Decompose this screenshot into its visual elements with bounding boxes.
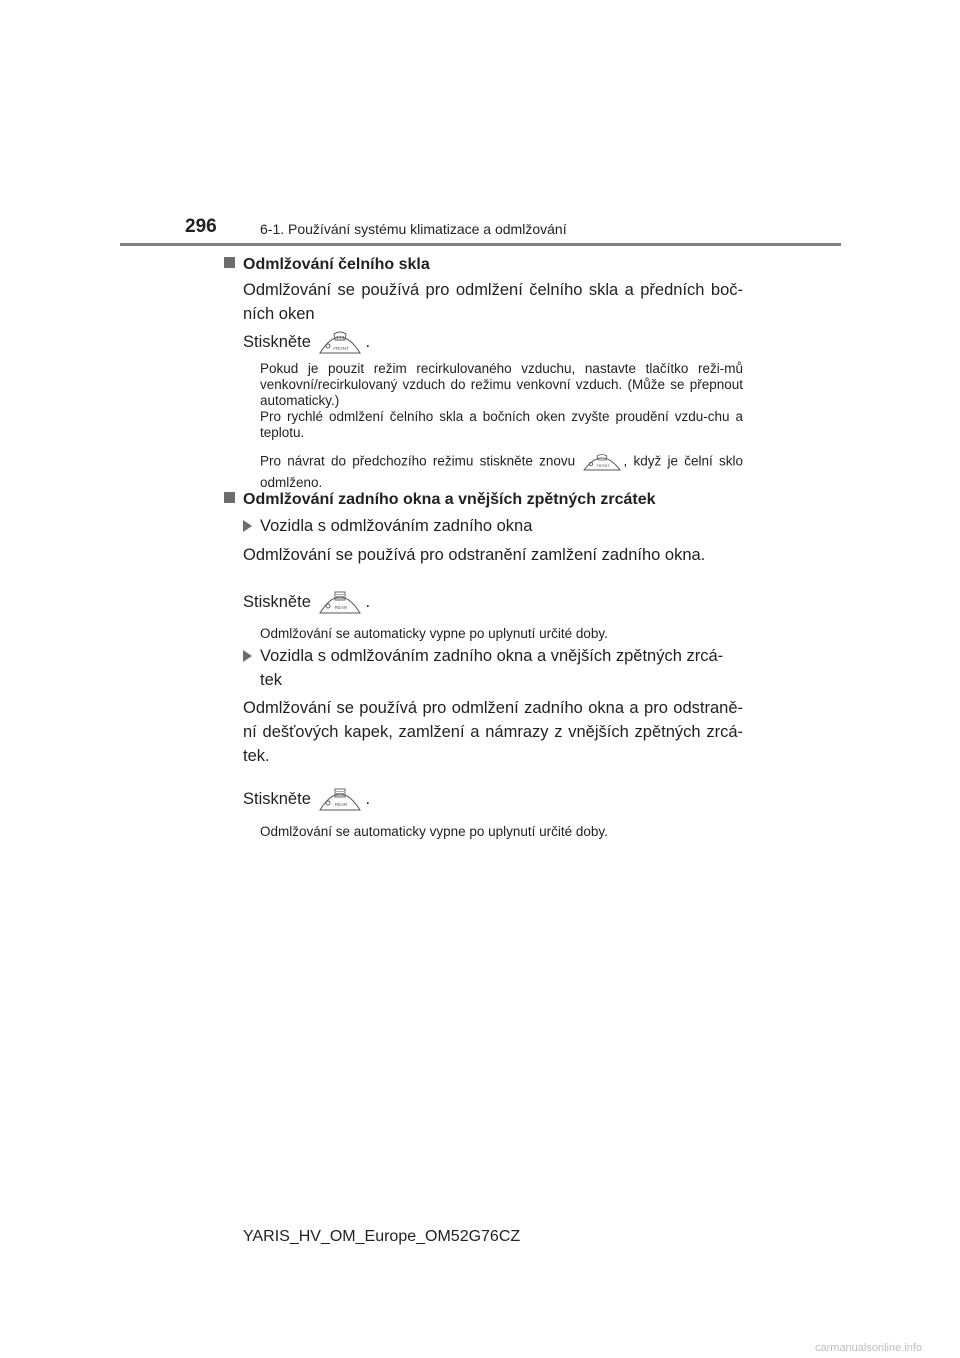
svg-text:REAR: REAR — [335, 605, 348, 610]
rear-mirrors-description: Odmlžování se používá pro odmlžení zadního okna a pro odstraně-ní dešťových kapek, zamlžení a námrazy z vnějších zpětných zrcá-tek. — [243, 699, 743, 765]
windshield-description: Odmlžování se používá pro odmlžení čelního skla a předních boč-ních oken — [243, 281, 743, 323]
header-divider — [120, 243, 841, 246]
square-bullet-icon — [224, 257, 235, 268]
square-bullet-icon — [224, 492, 235, 503]
document-id: YARIS_HV_OM_Europe_OM52G76CZ — [243, 1228, 521, 1245]
section-title: 6-1. Používání systému klimatizace a odmlžování — [260, 221, 567, 237]
windshield-press-line: Stiskněte FRONT . — [243, 325, 370, 360]
watermark: carmanualsonline.info — [815, 1342, 923, 1354]
rear-mirrors-note-auto-off: Odmlžování se automaticky vypne po uplynutí určité doby. — [260, 824, 608, 839]
svg-text:FRONT: FRONT — [596, 464, 610, 468]
page-number: 296 — [185, 216, 217, 237]
rear-window-description: Odmlžování se používá pro odstranění zamlžení zadního okna. — [243, 546, 706, 564]
rear-mirrors-press-line: Stiskněte REAR . — [243, 782, 370, 817]
front-defogger-button-icon — [317, 325, 363, 360]
svg-text:REAR: REAR — [335, 802, 348, 807]
subheading-rear-window-mirrors: Vozidla s odmlžováním zadního okna a vnějších zpětných zrcá- tek — [243, 644, 743, 692]
triangle-bullet-icon — [243, 650, 252, 662]
rear-defogger-button-icon — [317, 782, 363, 817]
windshield-note-return: Pro návrat do předchozího režimu stiskněte znovu FRONT , když je čelní sklo odmlženo. — [260, 449, 743, 491]
triangle-bullet-icon — [243, 520, 252, 532]
front-defogger-button-icon — [581, 449, 623, 475]
windshield-note-airflow: Pro rychlé odmlžení čelního skla a bočních oken zvyšte proudění vzdu-chu a teplotu. — [260, 409, 743, 440]
heading-windshield-defog: Odmlžování čelního skla — [224, 256, 430, 274]
heading-rear-defog: Odmlžování zadního okna a vnějších zpětných zrcátek — [224, 491, 656, 509]
rear-window-note-auto-off: Odmlžování se automaticky vypne po uplynutí určité doby. — [260, 626, 608, 641]
rear-window-press-line: Stiskněte REAR . — [243, 585, 370, 620]
svg-text:FRONT: FRONT — [333, 346, 350, 351]
rear-defogger-button-icon — [317, 585, 363, 620]
windshield-note-recirculation: Pokud je pouzit režim recirkulovaného vzduchu, nastavte tlačítko reži-mů venkovní/recirkulovaný vzduch do režimu venkovní vzduch. (Může se přepnout automaticky.) — [260, 361, 743, 408]
subheading-rear-window: Vozidla s odmlžováním zadního okna — [243, 514, 532, 538]
